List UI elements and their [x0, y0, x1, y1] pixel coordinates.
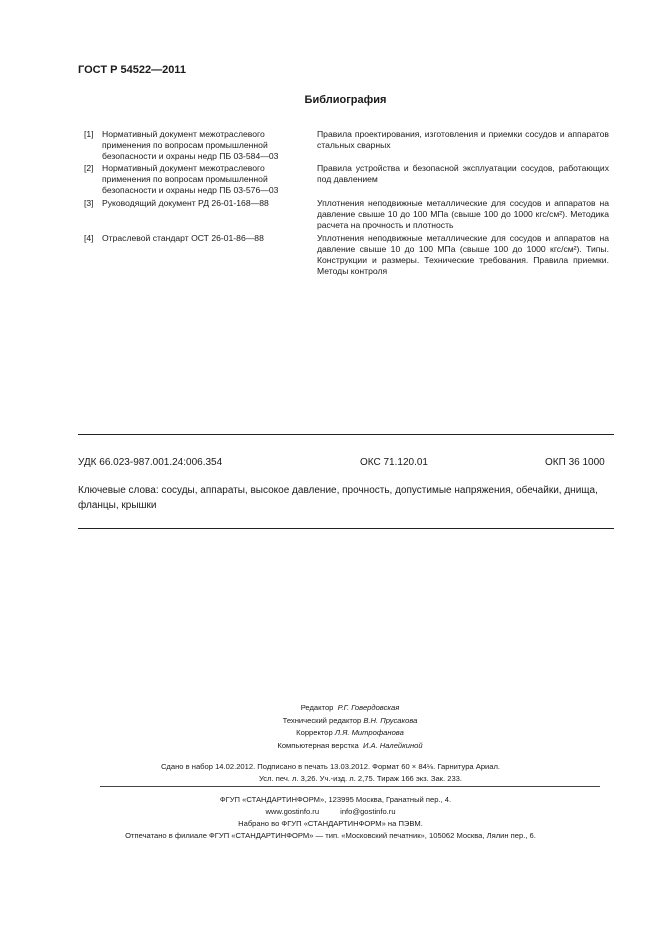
credit-line [230, 702, 470, 715]
publisher-address: ФГУП «СТАНДАРТИНФОРМ», 123995 Москва, Гранатный пер., 4. [219, 795, 452, 804]
credit-line [230, 740, 470, 753]
credit-role: Редактор [300, 703, 334, 712]
bib-number: [3] [84, 198, 94, 208]
bib-title: Правила проектирования, изготовления и приемки сосудов и аппаратов стальных сварных [317, 129, 609, 150]
bib-title: Правила устройства и безопасной эксплуатации сосудов, работающих под давлением [317, 163, 609, 184]
keywords: Ключевые слова: сосуды, аппараты, высокое давление, прочность, допустимые напряжения, обечайки, днища, фланцы, крышки [78, 485, 598, 511]
divider [100, 786, 600, 787]
divider [78, 434, 614, 435]
publisher-contacts: www.gostinfo.ru info@gostinfo.ru [265, 807, 396, 816]
bib-number: [2] [84, 163, 94, 173]
udk-code: УДК 66.023-987.001.24:006.354 [78, 457, 223, 468]
credit-role: Технический редактор [282, 715, 362, 725]
bib-number: [1] [84, 129, 94, 139]
okp-code: ОКП 36 1000 [545, 457, 605, 468]
bibliography-title: Библиография [304, 94, 387, 106]
print-info-line-1: Сдано в набор 14.02.2012. Подписано в печать 13.03.2012. Формат 60 × 84⅛. Гарнитура Ариал. [160, 762, 501, 771]
credits-block [230, 702, 470, 752]
typesetting-note: Набрано во ФГУП «СТАНДАРТИНФОРМ» на ПЭВМ. [238, 819, 423, 828]
bib-document: Нормативный документ межотраслевого применения по вопросам промышленной безопасности и охраны недр ПБ 03-576—03 [102, 163, 279, 195]
credit-name: В.Н. Прусакова [363, 715, 418, 725]
bib-document: Руководящий документ РД 26-01-168—88 [102, 198, 269, 208]
bib-document: Отраслевой стандарт ОСТ 26-01-86—88 [102, 233, 264, 243]
credit-name: Л.Я. Митрофанова [334, 728, 404, 737]
bib-title: Уплотнения неподвижные металлические для сосудов и аппаратов на давление свыше 10 до 100 МПа (свыше 100 до 1000 кгс/см²). Типы. Конструкции и размеры. Технические требования. Правила приемки. Методы контроля [317, 233, 609, 276]
oks-code: ОКС 71.120.01 [360, 457, 428, 468]
credit-role: Корректор [296, 728, 333, 737]
credit-name: Р.Г. Говердовская [337, 703, 400, 712]
printing-note: Отпечатано в филиале ФГУП «СТАНДАРТИНФОРМ» — тип. «Московский печатник», 105062 Москва, Лялин пер., 6. [125, 831, 536, 840]
credit-line [230, 727, 470, 740]
bib-document: Нормативный документ межотраслевого применения по вопросам промышленной безопасности и охраны недр ПБ 03-584—03 [102, 129, 279, 161]
print-info-line-2: Усл. печ. л. 3,26. Уч.-изд. л. 2,75. Тираж 166 экз. Зак. 233. [258, 774, 463, 783]
divider [78, 528, 614, 529]
bib-title: Уплотнения неподвижные металлические для сосудов и аппаратов на давление свыше 10 до 100 МПа (свыше 100 до 1000 кгс/см²). Методика расчета на прочность и плотность [317, 198, 609, 230]
credit-line [230, 715, 470, 728]
credit-role: Компьютерная верстка [277, 740, 359, 750]
credit-name: И.А. Налейкиной [362, 740, 423, 750]
bib-number: [4] [84, 233, 94, 243]
document-id: ГОСТ Р 54522—2011 [78, 64, 186, 76]
